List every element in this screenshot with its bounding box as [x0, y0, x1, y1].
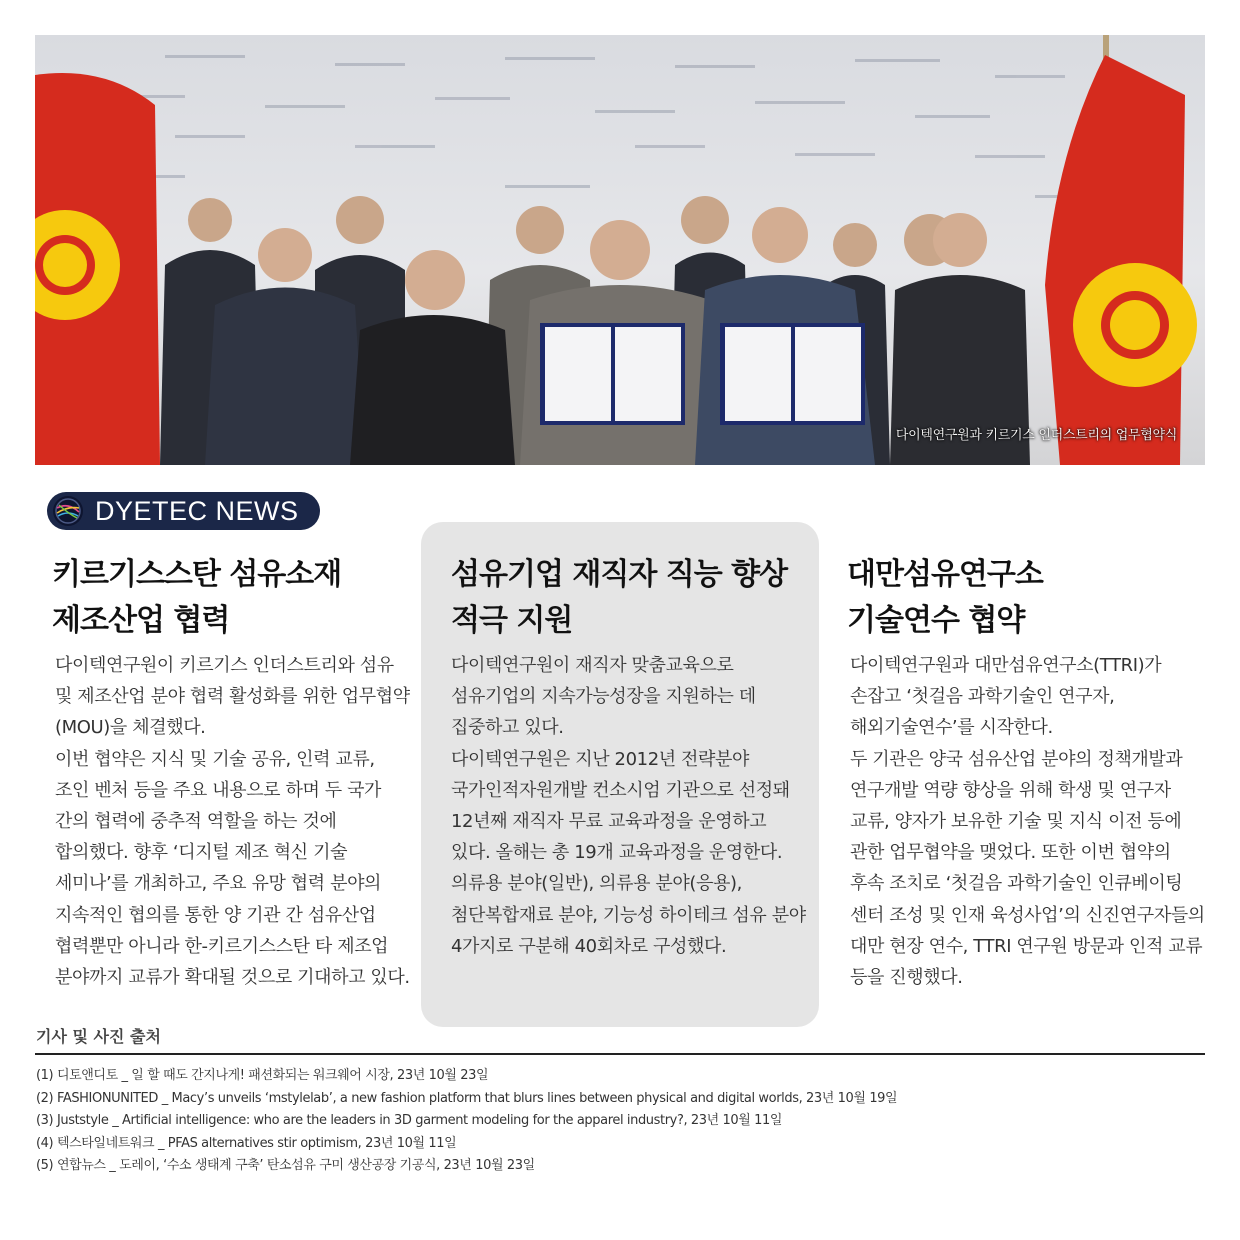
article-worker-training — [421, 522, 819, 1027]
article-paragraph: 두 기관은 양국 섬유산업 분야의 정책개발과 연구개발 역량 향상을 위해 학생 및 연구자 교류, 양자가 보유한 기술 및 지식 이전 등에 관한 업무협약을 맺었다. 또한 이번 협약의 후속 조치로 ‘첫걸음 과학기술인 인큐베이팅 센터 조성 및 인재 육성사업’의 신진연구자들의 대만 현장 연수, TTRI 연구원 방문과 인적 교류 등을 진행했다. — [850, 748, 1205, 989]
article-body — [55, 650, 410, 993]
badge-label: DYETEC NEWS — [95, 495, 299, 526]
source-item: (2) FASHIONUNITED _ Macy’s unveils ‘mstylelab’, a new fashion platform that blurs lines between physical and digital worlds, 23년 10월 19일 — [36, 1090, 898, 1106]
sources-list — [36, 1065, 897, 1178]
article-taiwan-ttri — [820, 522, 1220, 1027]
photo-illustration — [35, 35, 1205, 465]
article-paragraph: 다이텍연구원은 지난 2012년 전략분야 국가인적자원개발 컨소시엄 기관으로 선정돼 12년째 재직자 무료 교육과정을 운영하고 있다. 올해는 총 19개 교육과정을 운영한다. 의류용 분야(일반), 의류용 분야(응용), 첨단복합재료 분야, 기능성 하이테크 섬유 분야 4가지로 구분해 40회차로 구성했다. — [451, 748, 806, 957]
sources-divider — [35, 1053, 1205, 1055]
signing-ceremony-photo — [35, 35, 1205, 465]
article-paragraph: 다이텍연구원과 대만섬유연구소(TTRI)가 손잡고 ‘첫걸음 과학기술인 연구자, 해외기술연수’를 시작한다. — [850, 655, 1162, 739]
source-item: (4) 텍스타일네트워크 _ PFAS alternatives stir optimism, 23년 10월 11일 — [36, 1135, 457, 1151]
kyrgyz-flag-left — [35, 73, 160, 465]
source-item: (3) Juststyle _ Artificial intelligence: who are the leaders in 3D garment modeling for the apparel industry?, 23년 10월 11일 — [36, 1113, 783, 1129]
article-title: 대만섬유연구소 기술연수 협약 — [847, 557, 1043, 638]
kyrgyz-flag-right — [1045, 35, 1197, 465]
source-item: (5) 연합뉴스 _ 도레이, ‘수소 생태계 구축’ 탄소섬유 구미 생산공장 기공식, 23년 10월 23일 — [36, 1158, 535, 1174]
article-body — [451, 650, 806, 962]
article-paragraph: 다이텍연구원이 키르기스 인더스트리와 섬유 및 제조산업 분야 협력 활성화를 위한 업무협약(MOU)을 체결했다. — [55, 655, 410, 739]
article-paragraph: 이번 협약은 지식 및 기술 공유, 인력 교류, 조인 벤처 등을 주요 내용으로 하며 두 국가 간의 협력에 중추적 역할을 하는 것에 합의했다. 향후 ‘디지털 제조 혁신 기술 세미나’를 개최하고, 주요 유망 협력 분야의 지속적인 협의를 통한 양 기관 간 섬유산업 협력뿐만 아니라 한-키르기스스탄 타 제조업 분야까지 교류가 확대될 것으로 기대하고 있다. — [55, 748, 410, 989]
source-item: (1) 디토앤디토 _ 일 할 때도 간지나게! 패션화되는 워크웨어 시장, 23년 10월 23일 — [36, 1068, 489, 1083]
article-title: 키르기스스탄 섬유소재 제조산업 협력 — [52, 557, 342, 638]
sources-heading: 기사 및 사진 출처 — [36, 1027, 161, 1046]
article-kyrgyzstan — [25, 522, 425, 1027]
backdrop-pattern — [115, 55, 1095, 198]
article-body — [850, 650, 1205, 993]
article-title: 섬유기업 재직자 직능 향상 적극 지원 — [451, 557, 788, 638]
photo-caption: 다이텍연구원과 키르기스 인더스트리의 업무협약식 — [895, 428, 1177, 443]
article-paragraph: 다이텍연구원이 재직자 맞춤교육으로 섬유기업의 지속가능성장을 지원하는 데 집중하고 있다. — [451, 655, 756, 739]
